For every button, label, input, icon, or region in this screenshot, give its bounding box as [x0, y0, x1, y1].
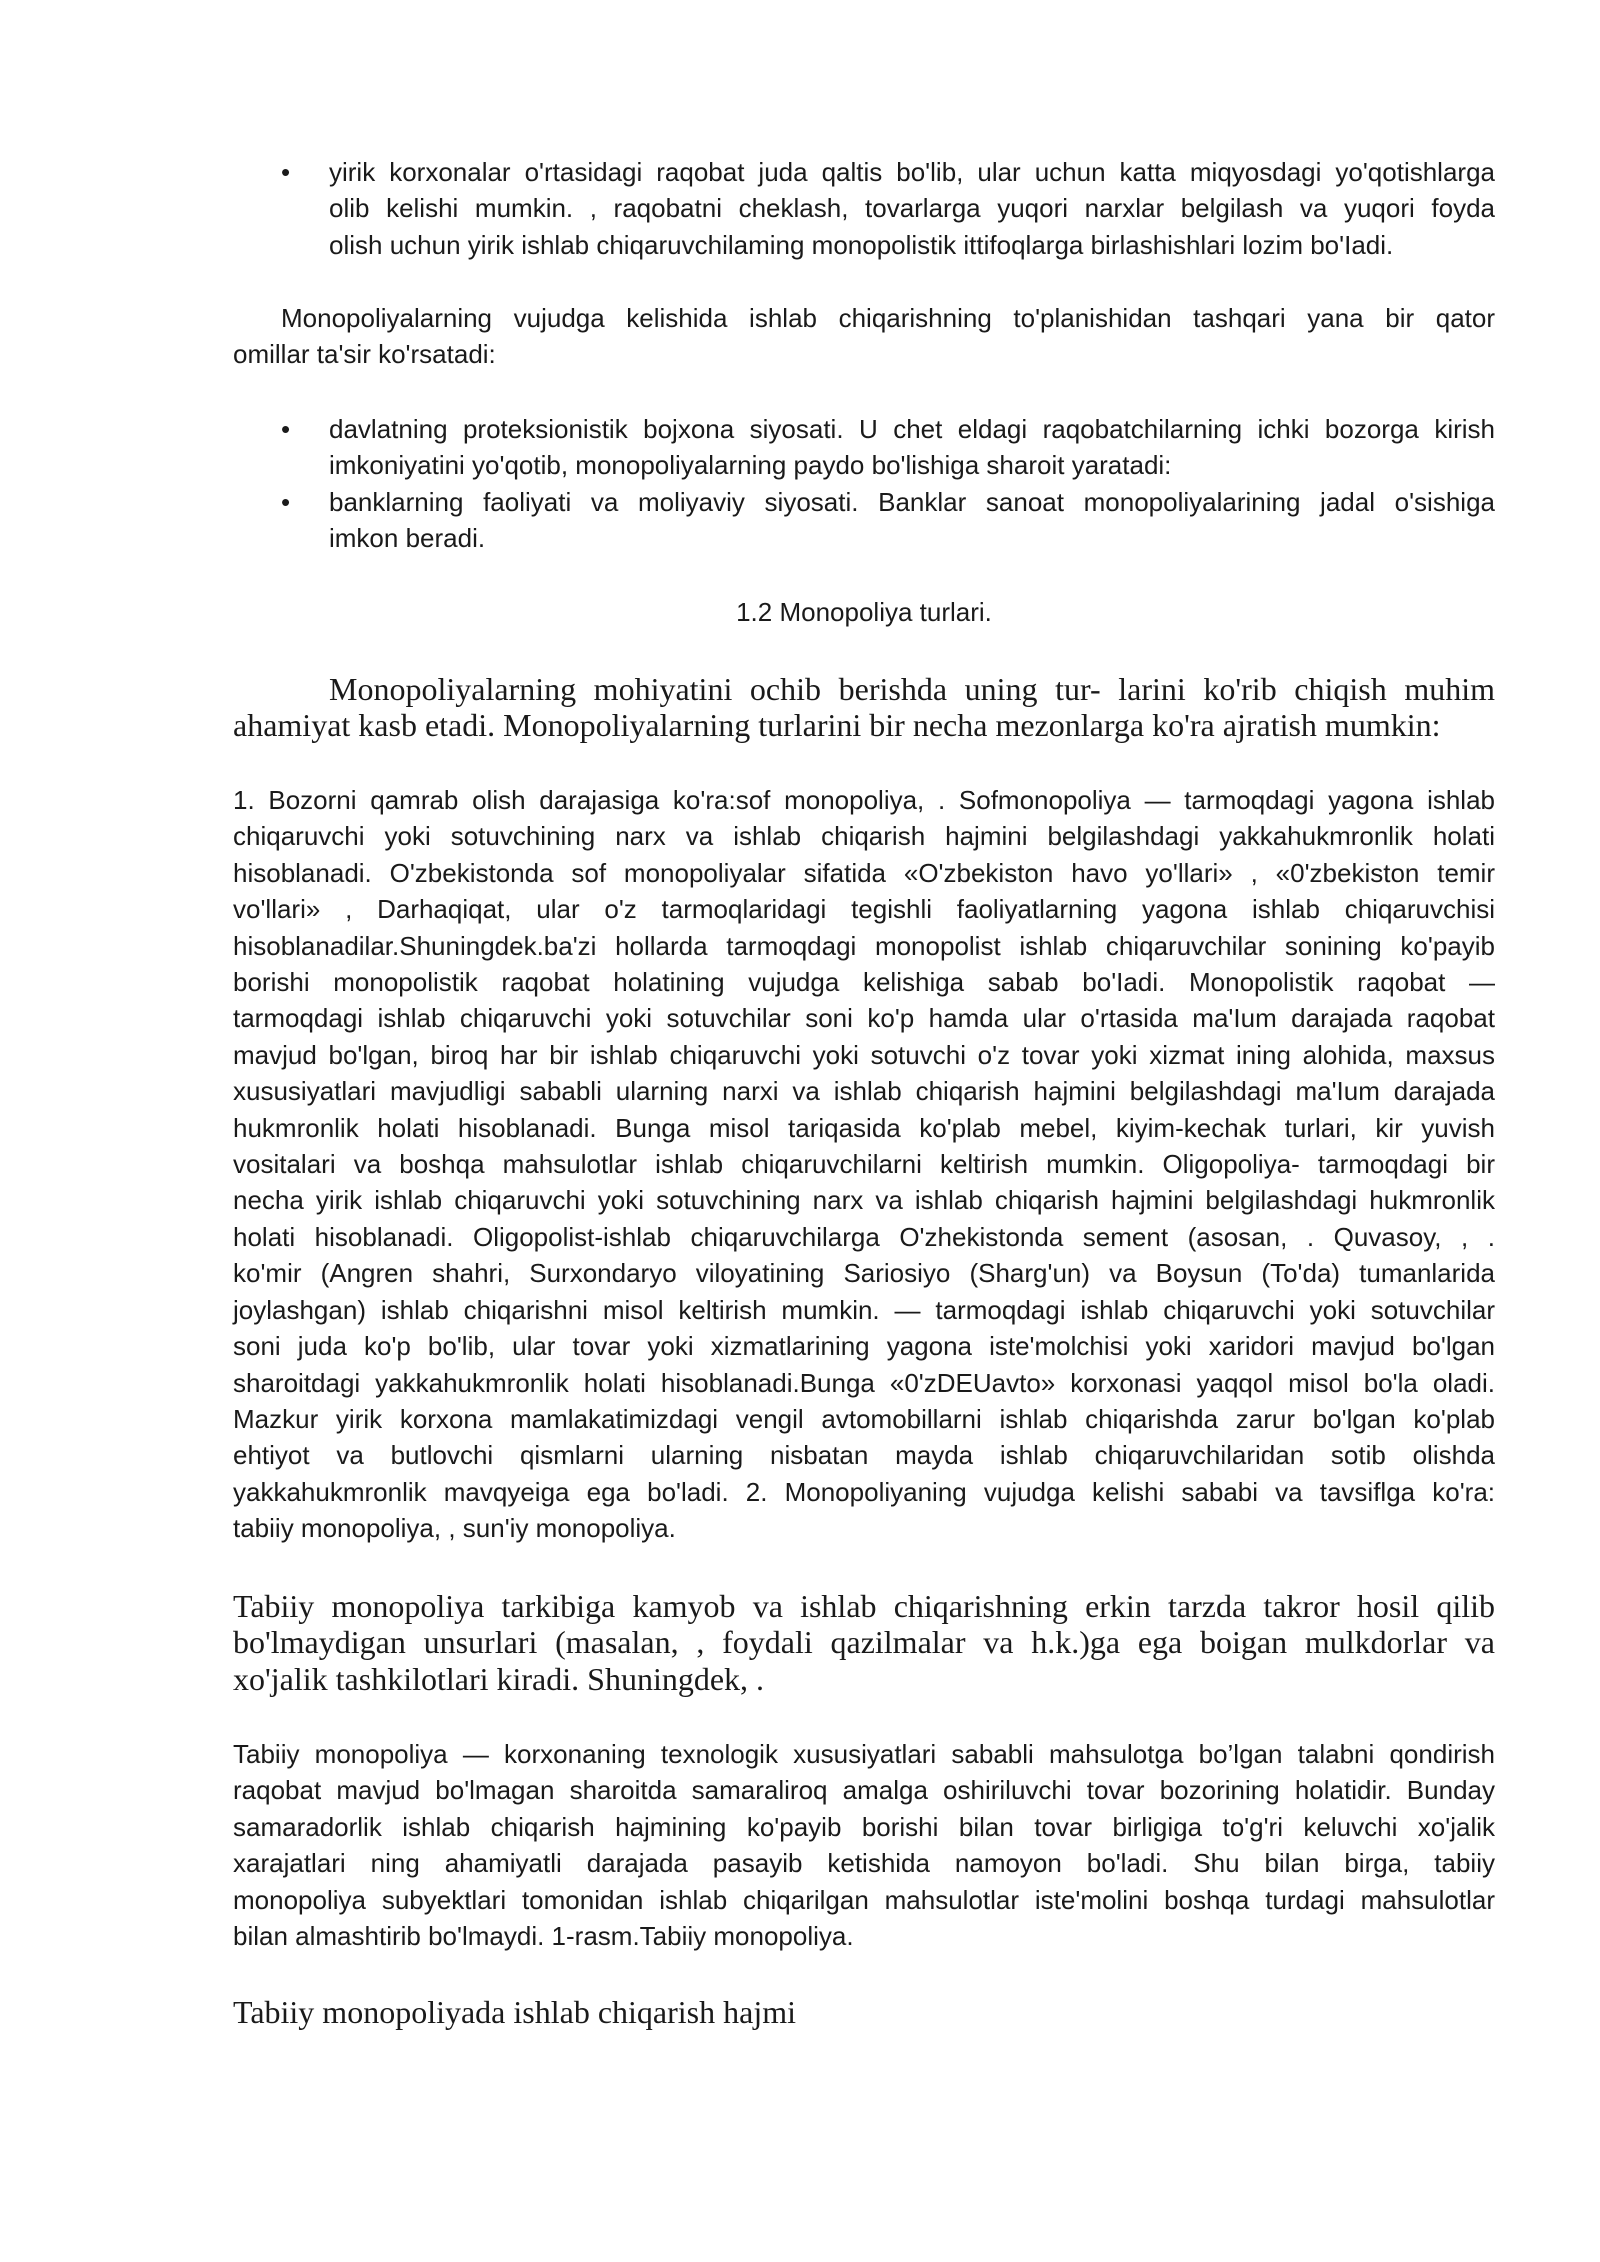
text-line: sharoitdagi yakkahukmronlik holati hisoblanadi.Bunga «0'zDEUavto» korxonasi yaqqol misol bo'la oladi.: [233, 1367, 1495, 1398]
bullet-item: [281, 411, 1495, 484]
text-line: olish uchun yirik ishlab chiqaruvchilaming monopolistik ittifoqlarga birlashishlari lozim bo'Iadi.: [329, 229, 1394, 260]
text-line: raqobat mavjud bo'lmagan sharoitda samaraliroq amalga oshiriluvchi tovar bozorining holatidir. Bunday: [233, 1775, 1495, 1806]
natural-monopoly-paragraph: [233, 1588, 1495, 1697]
text-line: bilan almashtirib bo'lmaydi. 1-rasm.Tabiiy monopoliya.: [233, 1921, 854, 1952]
text-line: borishi monopolistik raqobat holatining vujudga kelishiga sabab bo'Iadi. Monopolistik raqobat —: [233, 967, 1495, 998]
text-line: yirik korxonalar o'rtasidagi raqobat juda qaltis bo'lib, ular uchun katta miqyosdagi yo'qotishlarga: [329, 157, 1495, 187]
bullet-item-text: [329, 484, 1495, 557]
text-line: 1. Bozorni qamrab olish darajasiga ko'ra:sof monopoliya, . Sofmonopoliya — tarmoqdagi yagona ishlab: [233, 785, 1495, 815]
types-paragraph: [233, 671, 1495, 744]
text-line: ehtiyot va butlovchi qismlarni ularning nisbatan mayda ishlab chiqaruvchilaridan sotib olishda: [233, 1440, 1495, 1471]
text-line: bo'lmaydigan unsurlari (masalan, , foydali qazilmalar va h.k.)ga ega boigan mulkdorlar va: [233, 1624, 1495, 1661]
text-line: necha yirik ishlab chiqaruvchi yoki sotuvchining narx va ishlab chiqarish hajmini belgilashdagi hukmronlik: [233, 1185, 1495, 1216]
text-line: ahamiyat kasb etadi. Monopoliyalarning turlarini bir necha mezonlarga ko'ra ajratish mumkin:: [233, 707, 1441, 744]
text-line: Tabiiy monopoliya tarkibiga kamyob va ishlab chiqarishning erkin tarzda takror hosil qilib: [233, 1588, 1495, 1624]
text-line: olib kelishi mumkin. , raqobatni cheklash, tovarlarga yuqori narxlar belgilash va yuqori foyda: [329, 193, 1495, 224]
bullet-item-text: [329, 411, 1495, 484]
text-line: monopoliya subyektlari tomonidan ishlab chiqarilgan mahsulotlar iste'molini boshqa turdagi mahsulotlar: [233, 1884, 1495, 1915]
text-line: Tabiiy monopoliya — korxonaning texnologik xususiyatlari sababli mahsulotga bo’lgan talabni qondirish: [233, 1739, 1495, 1769]
text-line: soni juda ko'p bo'lib, ular tovar yoki xizmatlarining yagona iste'molchisi yoki xaridori mavjud bo'lgan: [233, 1331, 1495, 1362]
section-heading: 1.2 Monopoliya turlari.: [736, 597, 992, 627]
classification-paragraph: [233, 782, 1495, 1547]
text-line: Mazkur yirik korxona mamlakatimizdagi vengil avtomobillarni ishlab chiqarishda zarur bo'lgan ko'plab: [233, 1403, 1495, 1434]
text-line: yakkahukmronlik mavqyeiga ega bo'ladi. 2. Monopoliyaning vujudga kelishi sababi va tavsiflga ko'ra:: [233, 1476, 1495, 1507]
bullet-list: [281, 411, 1495, 557]
bullet-item-text: [329, 154, 1495, 263]
text-line: xususiyatlari mavjudligi sababli ularning narxi va ishlab chiqarish hajmini belgilashdagi ma'Ium darajada: [233, 1076, 1495, 1107]
text-line: vositalari va boshqa mahsulotlar ishlab chiqaruvchilarni keltirish mumkin. Oligopoliya- tarmoqdagi bir: [233, 1149, 1495, 1180]
text-line: hukmronlik holati hisoblanadi. Bunga misol tariqasida ko'plab mebel, kiyim-kechak turlari, kir yuvish: [233, 1112, 1495, 1143]
text-line: omillar ta'sir ko'rsatadi:: [233, 339, 496, 370]
text-line: xarajatlari ning ahamiyatli darajada pasayib ketishida namoyon bo'ladi. Shu bilan birga, tabiiy: [233, 1848, 1495, 1879]
text-line: Monopoliyalarning mohiyatini ochib berishda uning tur- larini ko'rib chiqish muhim: [329, 671, 1495, 707]
text-line: ko'mir (Angren shahri, Surxondaryo viloyatining Sariosiyo (Sharg'un) va Boysun (To'da) tumanlarida: [233, 1258, 1495, 1289]
text-line: chiqaruvchi yoki sotuvchining narx va ishlab chiqarish hajmini belgilashdagi yakkahukmronlik holati: [233, 821, 1495, 852]
text-line: hisoblanadilar.Shuningdek.ba'zi hollarda tarmoqdagi monopolist ishlab chiqaruvchilar sonining ko'payib: [233, 930, 1495, 961]
trailing-line: Tabiiy monopoliyada ishlab chiqarish hajmi: [233, 1994, 796, 2030]
bullet-marker: •: [281, 157, 291, 187]
text-line: Monopoliyalarning vujudga kelishida ishlab chiqarishning to'planishidan tashqari yana bir qator: [281, 303, 1495, 333]
bullet-item: [281, 484, 1495, 557]
text-line: tarmoqdagi ishlab chiqaruvchi yoki sotuvchilar soni ko'p hamda ular o'rtasida ma'Ium darajada raqobat: [233, 1003, 1495, 1034]
text-line: mavjud bo'lgan, biroq har bir ishlab chiqaruvchi yoki sotuvchi o'z tovar yoki xizmat ining alohida, maxsus: [233, 1039, 1495, 1070]
intro-paragraph: [233, 300, 1495, 373]
natural-monopoly-definition: [233, 1736, 1495, 1954]
text-line: tabiiy monopoliya, , sun'iy monopoliya.: [233, 1513, 676, 1544]
text-line: imkoniyatini yo'qotib, monopoliyalarning paydo bo'lishiga sharoit yaratadi:: [329, 450, 1172, 481]
text-line: joylashgan) ishlab chiqarishni misol keltirish mumkin. — tarmoqdagi ishlab chiqaruvchi yoki sotuvchilar: [233, 1294, 1495, 1325]
text-line: imkon beradi.: [329, 523, 486, 554]
text-line: samaradorlik ishlab chiqarish hajmining ko'payib borishi bilan tovar birligiga to'g'ri keluvchi xo'jalik: [233, 1811, 1495, 1842]
bullet-marker: •: [281, 414, 291, 444]
text-line: holati hisoblanadi. Oligopolist-ishlab chiqaruvchilarga O'zhekistonda sement (asosan, . Quvasoy, , .: [233, 1221, 1495, 1252]
text-line: banklarning faoliyati va moliyaviy siyosati. Banklar sanoat monopoliyalarining jadal o'sishiga: [329, 486, 1495, 517]
text-line: davlatning proteksionistik bojxona siyosati. U chet eldagi raqobatchilarning ichki bozorga kirish: [329, 414, 1495, 444]
bullet-list: [281, 154, 1495, 263]
text-line: vo'llari» , Darhaqiqat, ular o'z tarmoqlaridagi tegishli faoliyatlarning yagona ishlab chiqaruvchisi: [233, 894, 1495, 925]
text-line: hisoblanadi. O'zbekistonda sof monopoliyalar sifatida «O'zbekiston havo yo'llari» , «0'zbekiston temir: [233, 857, 1495, 888]
bullet-item: [281, 154, 1495, 263]
bullet-marker: •: [281, 486, 291, 517]
text-line: xo'jalik tashkilotlari kiradi. Shuningdek, .: [233, 1660, 765, 1697]
